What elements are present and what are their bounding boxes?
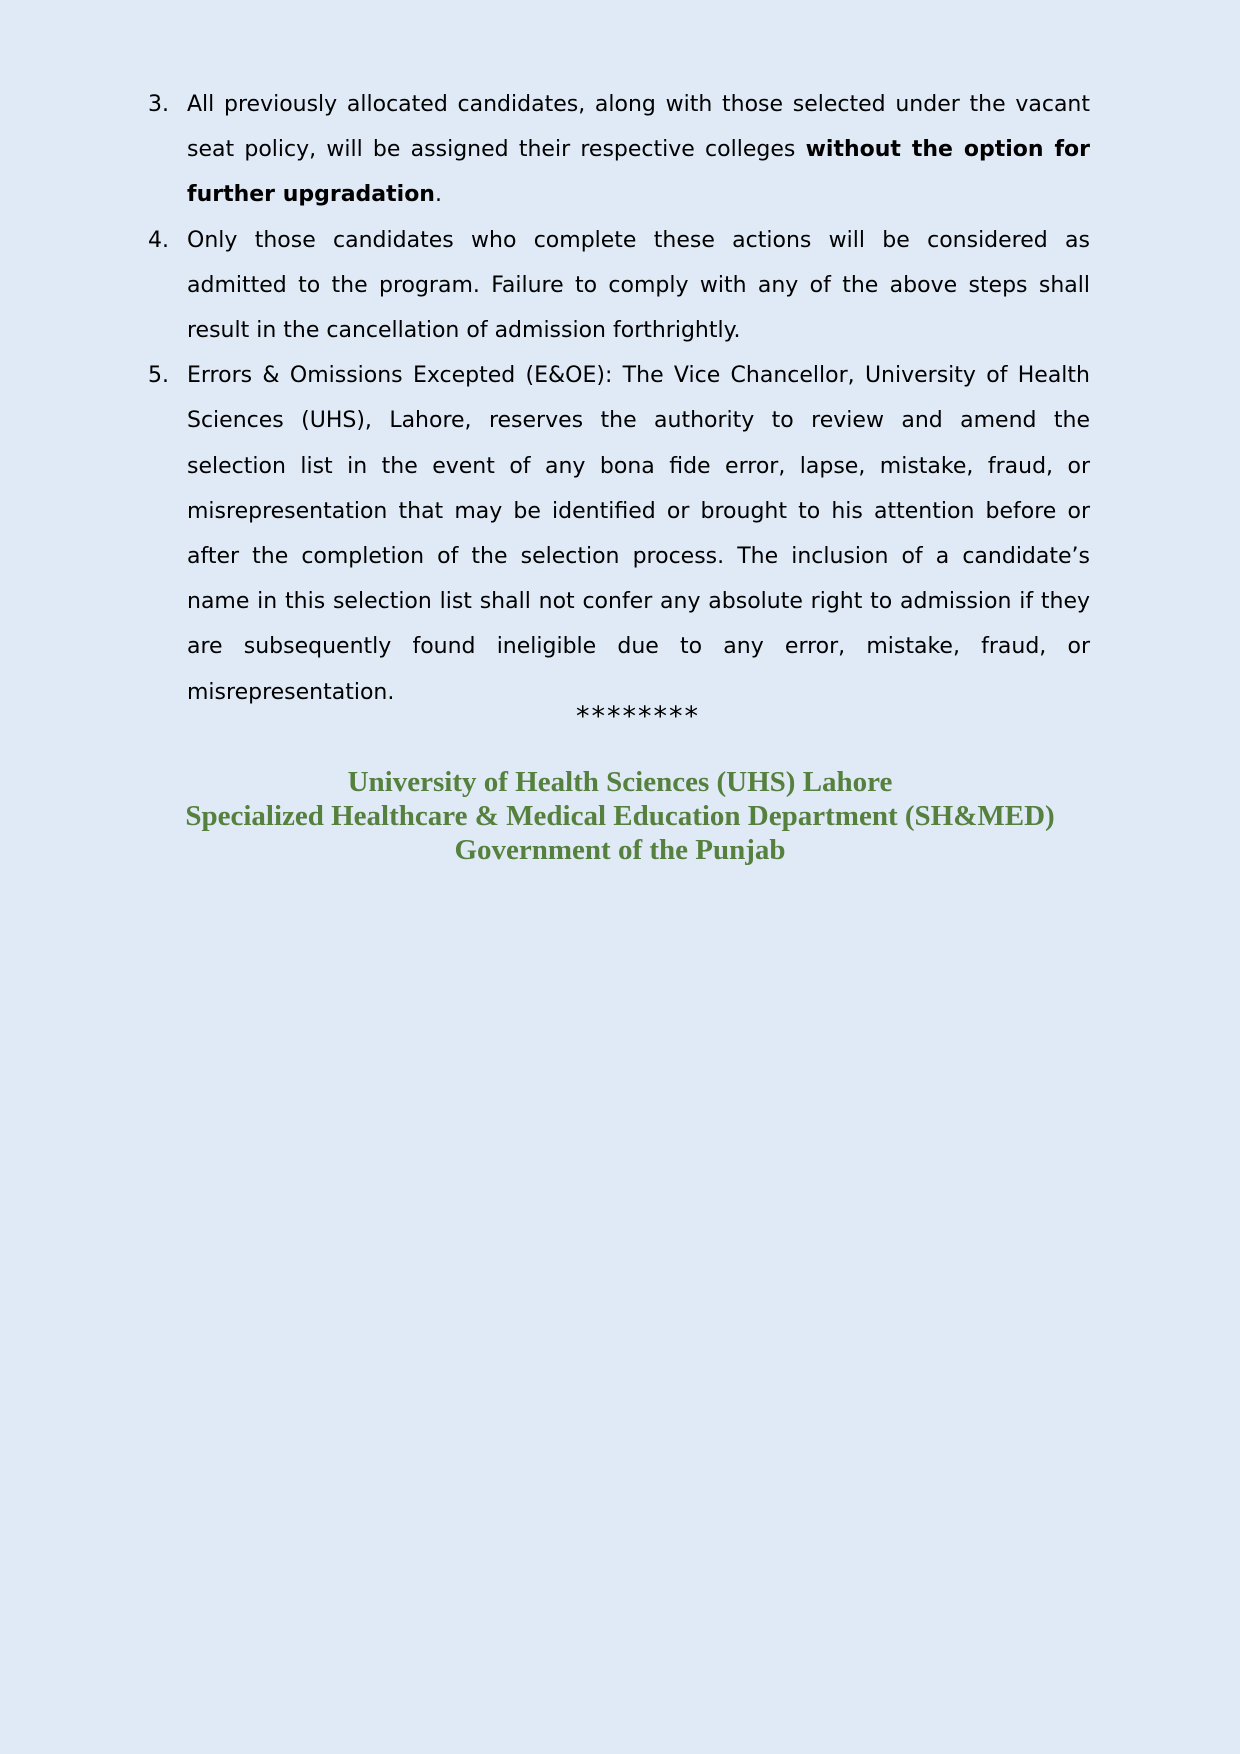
list-item-bold-text: without the option for further upgradation: [187, 137, 1090, 208]
organization-footer: [150, 765, 1090, 867]
list-item-text-end: .: [434, 182, 442, 208]
list-item: [148, 218, 1090, 354]
footer-university-name: University of Health Sciences (UHS) Lahore: [347, 766, 893, 798]
list-item-text: [187, 82, 1090, 218]
numbered-list: [148, 82, 1090, 715]
footer-department-name: Specialized Healthcare & Medical Education Department (SH&MED): [185, 800, 1055, 832]
list-item-number: 5.: [148, 363, 169, 389]
list-item-text: Only those candidates who complete these actions will be considered as admitted to the program. Failure to comply with any of the above steps shall result in the cancellation of admission forthrightly.: [187, 227, 1090, 344]
list-item-number: 3.: [148, 92, 169, 117]
footer-government-name: Government of the Punjab: [454, 834, 786, 866]
list-item-text-start: All previously allocated candidates, along with those selected under the vacant seat policy, will be assigned their respective colleges: [187, 92, 1090, 163]
list-item: [148, 82, 1090, 218]
list-item: [148, 353, 1090, 715]
list-item-text: Errors & Omissions Excepted (E&OE): The Vice Chancellor, University of Health Sciences (UHS), Lahore, reserves the authority to review and amend the selection list in the event of any bona fide error, lapse, mistake, fraud, or misrepresentation that may be identified or brought to his attention before or after the completion of the selection process. The inclusion of a candidate’s name in this selection list shall not confer any absolute right to admission if they are subsequently found ineligible due to any error, mistake, fraud, or misrepresentation.: [187, 363, 1090, 705]
section-separator: ********: [576, 701, 700, 732]
list-item-number: 4.: [148, 227, 169, 253]
